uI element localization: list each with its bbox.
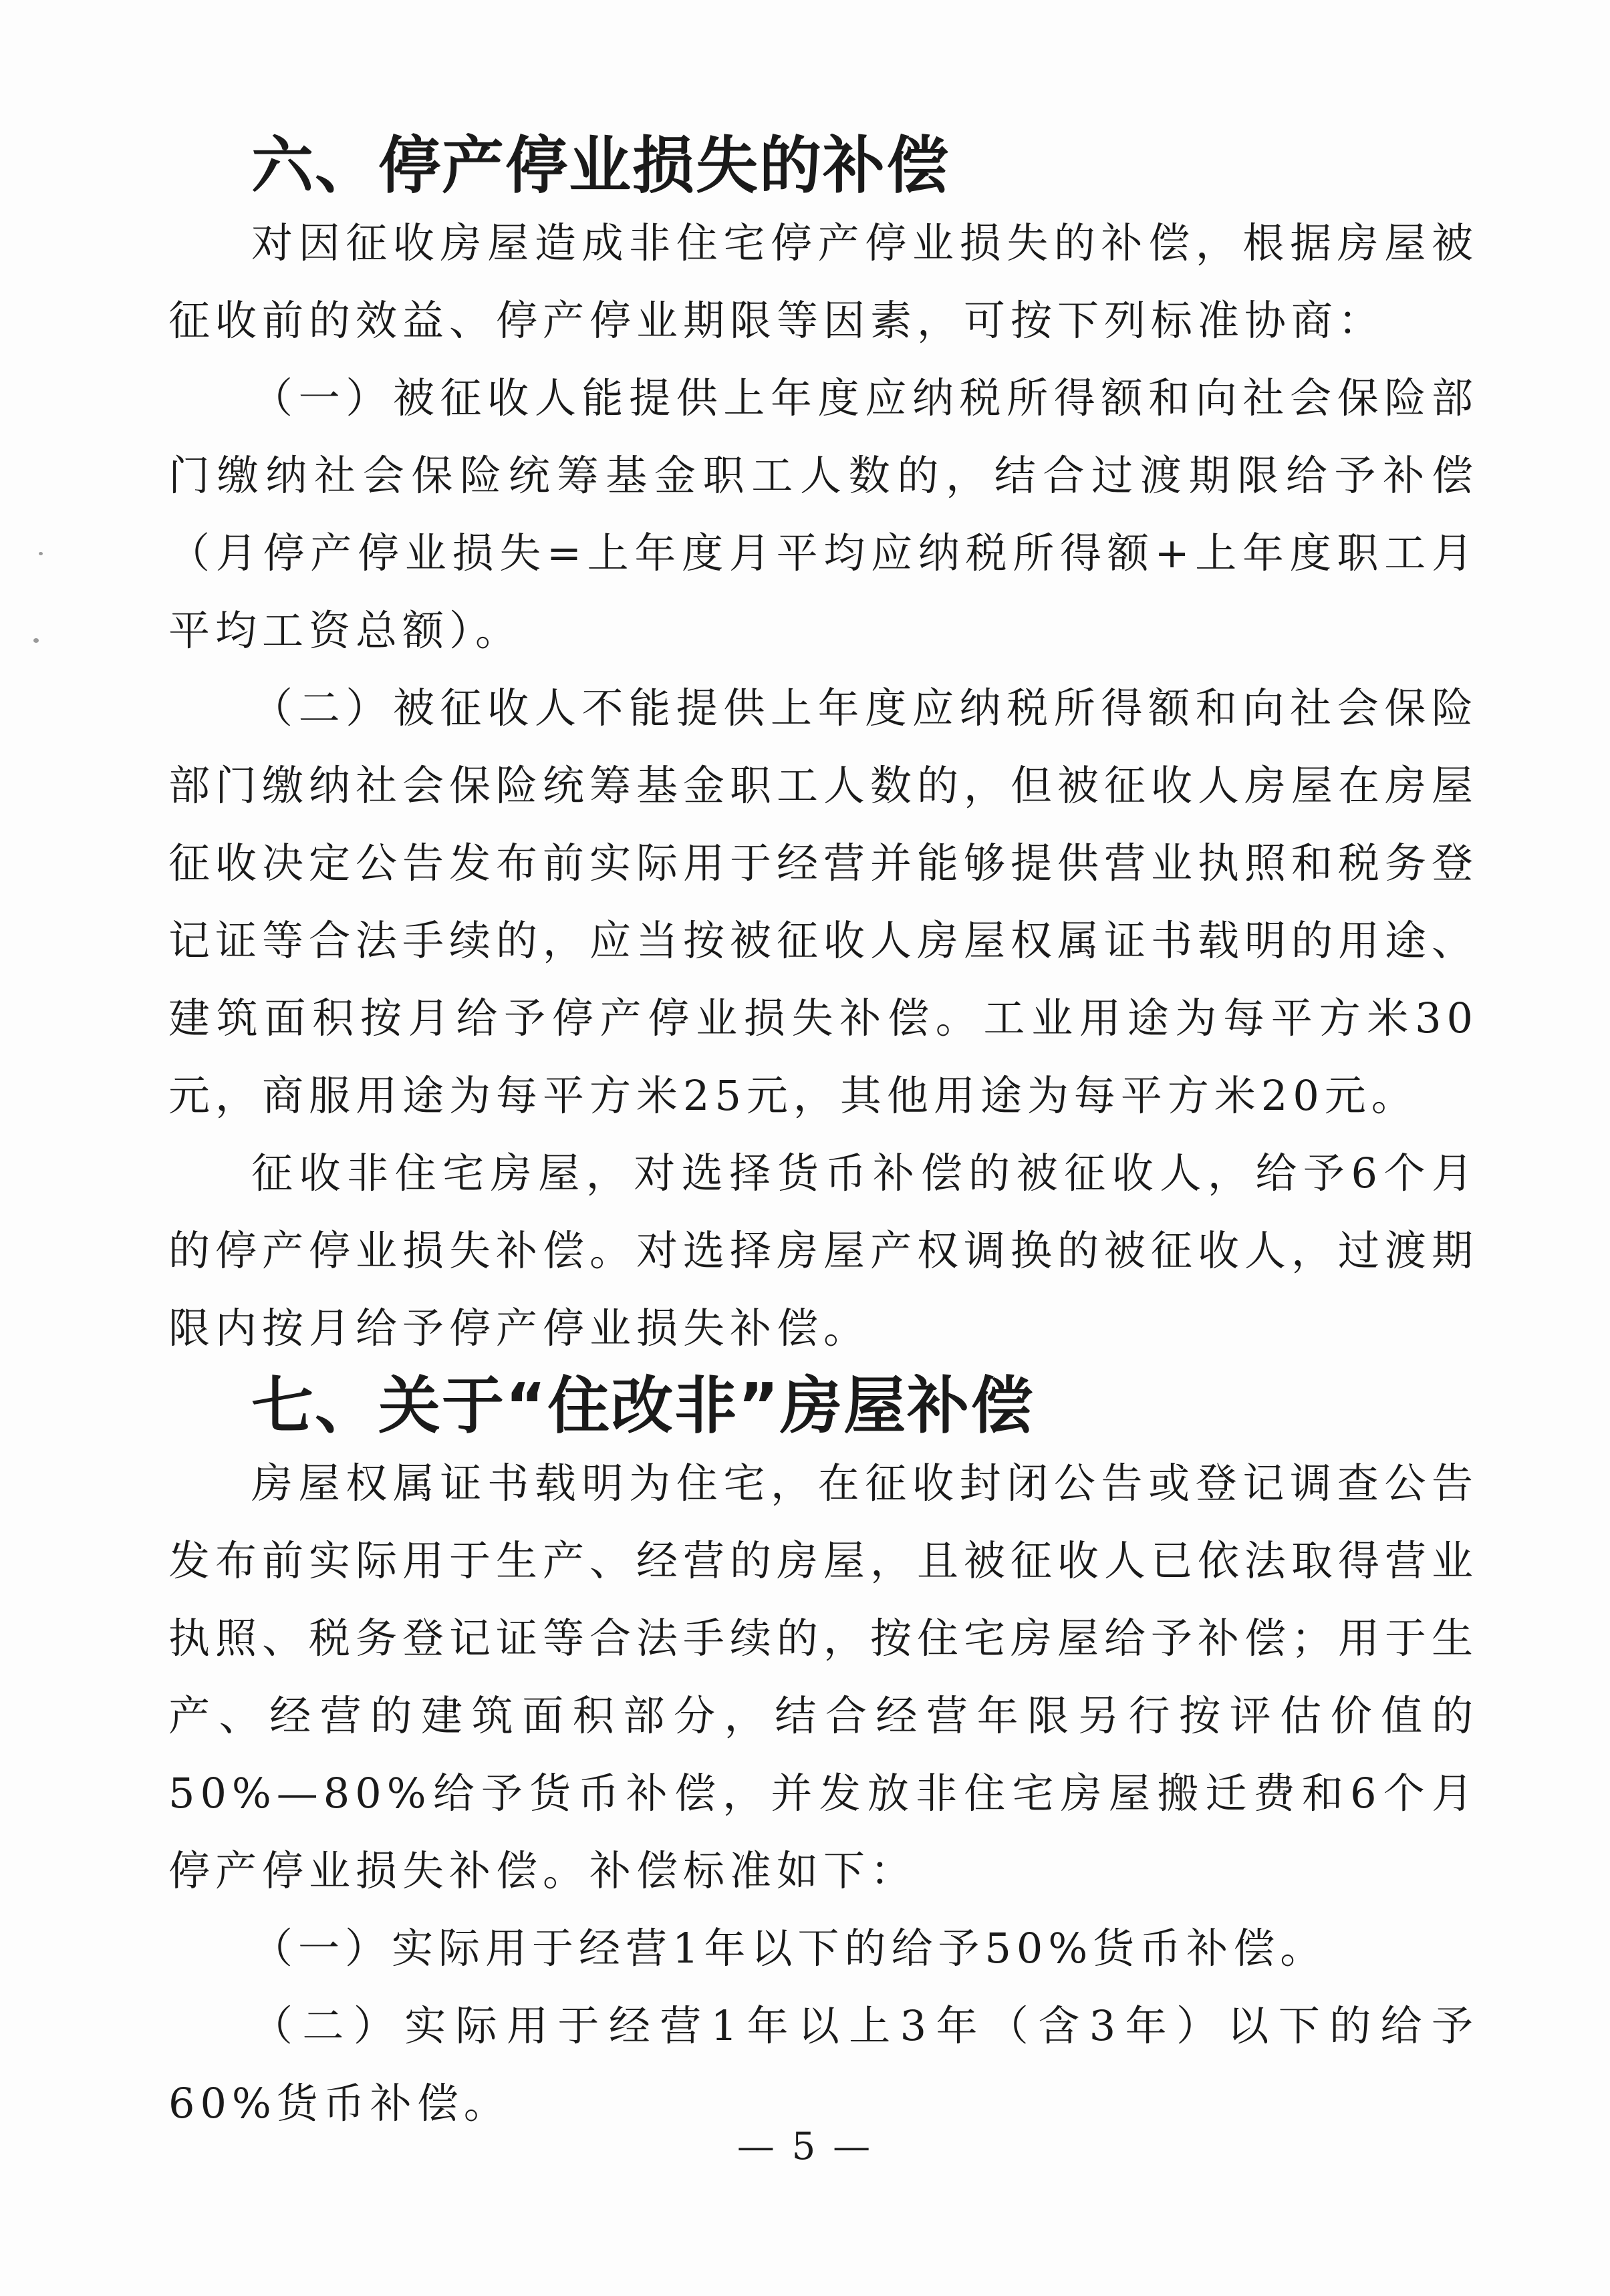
section-heading: 六、停产停业损失的补偿 <box>251 130 950 202</box>
paragraph: （一）被征收人能提供上年度应纳税所得额和向社会保险部门缴纳社会保险统筹基金职工人数的，结合过渡期限给予补偿（月停产停业损失=上年度月平均应纳税所得额+上年度职工月平均工资总额）。 <box>168 374 1478 655</box>
section-7 <box>168 1367 1478 2142</box>
paragraph: 征收非住宅房屋，对选择货币补偿的被征收人，给予6个月的停产停业损失补偿。对选择房屋产权调换的被征收人，过渡期限内按月给予停产停业损失补偿。 <box>168 1149 1479 1352</box>
paragraph: 房屋权属证书载明为住宅，在征收封闭公告或登记调查公告发布前实际用于生产、经营的房屋，且被征收人已依法取得营业执照、税务登记证等合法手续的，按住宅房屋给予补偿；用于生产、经营的建筑面积部分，结合经营年限另行按评估价值的50%—80%给予货币补偿，并发放非住宅房屋搬迁费和6个月停产停业损失补偿。补偿标准如下： <box>168 1459 1479 1895</box>
paragraph: 对因征收房屋造成非住宅停产停业损失的补偿，根据房屋被征收前的效益、停产停业期限等因素，可按下列标准协商： <box>168 219 1478 345</box>
document-body <box>168 127 1478 2142</box>
paragraph: （二）实际用于经营1年以上3年（含3年）以下的给予60%货币补偿。 <box>168 2001 1478 2128</box>
paragraph: （二）被征收人不能提供上年度应纳税所得额和向社会保险部门缴纳社会保险统筹基金职工人数的，但被征收人房屋在房屋征收决定公告发布前实际用于经营并能够提供营业执照和税务登记证等合法手续的，应当按被征收人房屋权属证书载明的用途、建筑面积按月给予停产停业损失补偿。工业用途为每平方米30元，商服用途为每平方米25元，其他用途为每平方米20元。 <box>168 684 1479 1120</box>
section-6 <box>168 127 1478 1367</box>
section-heading: 七、关于“住改非”房屋补偿 <box>251 1370 1035 1442</box>
scan-speck <box>33 638 39 643</box>
page-number: — 5 — <box>736 2125 874 2168</box>
scan-speck <box>39 552 43 555</box>
paragraph: （一）实际用于经营1年以下的给予50%货币补偿。 <box>251 1924 1327 1973</box>
